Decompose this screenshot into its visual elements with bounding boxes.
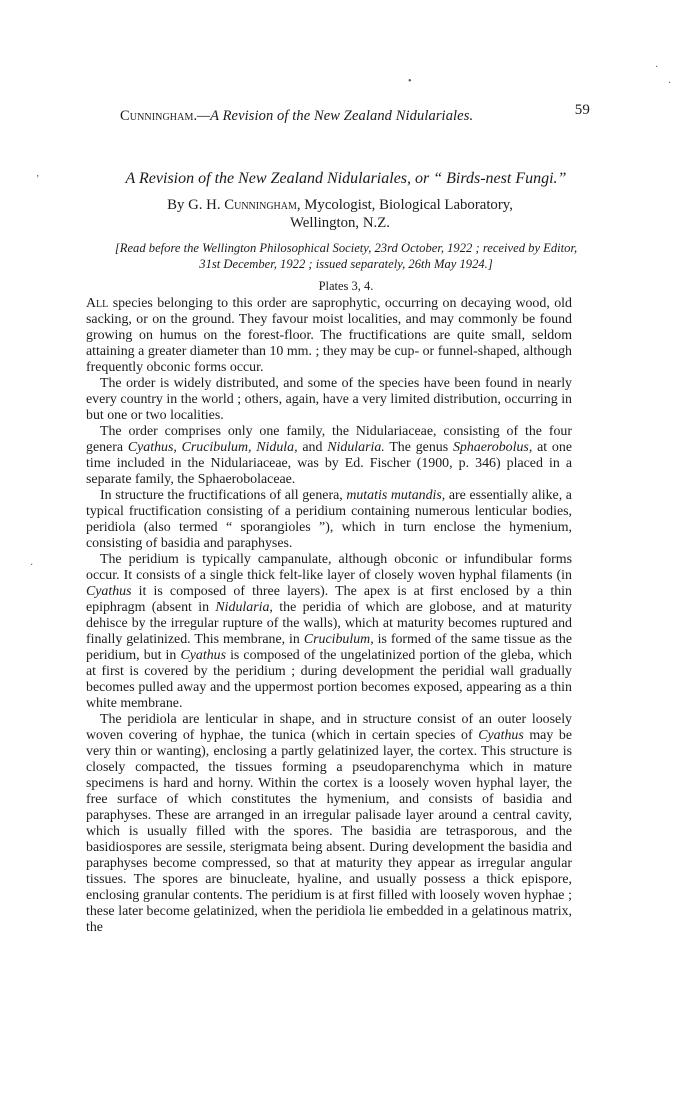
body-paragraph bbox=[86, 488, 572, 552]
margin-speck: · bbox=[30, 560, 34, 571]
text-run: is composed of the ungelatinized portion of the gleba, which at first is covered by the peridium ; during development the peridial wall gradually becomes pulled away and the uppermost portion becomes exposed, appearing as a thin white membrane. bbox=[86, 648, 572, 711]
text-run: the peridia of which are globose, and at maturity dehisce by the irregular rupture of the walls), which at maturity becomes ruptured and finally gelatinized. This membrane, in bbox=[86, 600, 572, 647]
running-head-author: Cunningham. bbox=[120, 108, 198, 124]
italic-term: Nidularia. bbox=[327, 440, 385, 455]
byline-line-1 bbox=[110, 196, 570, 214]
author-location: Wellington, N.Z. bbox=[290, 215, 390, 231]
body-paragraph bbox=[86, 424, 572, 488]
lead-small-caps: All bbox=[86, 296, 109, 311]
author-affiliation: , Mycologist, Biological Laboratory, bbox=[296, 197, 513, 213]
body-paragraph bbox=[86, 552, 572, 712]
page-number: 59 bbox=[574, 102, 590, 118]
italic-term: Nidularia, bbox=[215, 600, 273, 615]
text-run: The order comprises only one family, the Nidulariaceae, consisting of the four genera bbox=[86, 424, 572, 455]
text-run: and bbox=[297, 440, 328, 455]
italic-term: Cyathus bbox=[86, 584, 132, 599]
text-run: may be very thin or wanting), enclosing a partly gelatinized layer, the cortex. This structure is closely compacted, the tissues forming a pseudoparenchyma which in mature specimens is hard and horny. Within the cortex is a loosely woven hyphal layer, the free surface of which constitutes the hymenium, and consists of basidia and paraphyses. These are arranged in an irregular palisade layer around a central cavity, which is usually filled with the spores. The basidia are tetrasporous, and the basidiospores are sessile, sterigmata being absent. During development the basidia and paraphyses become compressed, so that at maturity they appear as irregular angular tissues. The spores are binucleate, hyaline, and usually possess a thick epispore, enclosing granular contents. The peridium is at first filled with loosely woven hyphae ; these later become gelatinized, when the peridiola lie embedded in a gelatinous matrix, the bbox=[86, 728, 572, 935]
margin-speck: · bbox=[668, 78, 672, 89]
text-run: The genus bbox=[384, 440, 453, 455]
body-paragraph bbox=[86, 712, 572, 936]
byline bbox=[110, 196, 570, 232]
text-run: it is composed of three layers). The apex is at first enclosed by a thin epiphragm (absent in bbox=[86, 584, 572, 615]
text-run: The peridiola are lenticular in shape, and in structure consist of an outer loosely woven covering of hyphae, the tunica (which in certain species of bbox=[86, 712, 572, 743]
text-run: The order is widely distributed, and some of the species have been found in nearly every country in the world ; others, again, have a very limited distribution, occurring in but one or two localities. bbox=[86, 376, 572, 423]
read-note-line-2: 31st December, 1922 ; issued separately, 26th May 1924.] bbox=[199, 257, 493, 271]
running-head-title: —A Revision of the New Zealand Nidulariales. bbox=[197, 108, 474, 124]
body-paragraph bbox=[86, 296, 572, 376]
text-run: The peridium is typically campanulate, although obconic or infundibular forms occur. It consists of a single thick felt-like layer of closely woven hyphal filaments (in bbox=[86, 552, 572, 583]
article-title: A Revision of the New Zealand Nidulariales, or “ Birds-nest Fungi.” bbox=[125, 170, 567, 187]
read-note bbox=[86, 240, 606, 272]
running-head bbox=[120, 102, 590, 125]
print-speck: • bbox=[408, 76, 412, 87]
italic-term: Cyathus, Crucibulum, Nidula, bbox=[127, 440, 298, 455]
plates-reference: Plates 3, 4. bbox=[318, 279, 374, 293]
text-run: at one time included in the Nidulariaceae, was by Ed. Fischer (1900, p. 346) placed in a separate family, the Sphaerobolaceae. bbox=[86, 440, 572, 487]
text-run: is formed of the same tissue as the peridium, but in bbox=[86, 632, 573, 663]
margin-speck: · bbox=[655, 62, 659, 73]
text-run: are essentially alike, a typical fructification consisting of a peridium containing numerous lenticular bodies, peridiola (also termed “ sporangioles ”), which in turn enclose the hymenium, consisting of basidia and paraphyses. bbox=[86, 488, 572, 551]
italic-term: Cyathus bbox=[478, 728, 524, 743]
read-note-line-1: [Read before the Wellington Philosophical Society, 23rd October, 1922 ; received by Editor, bbox=[114, 241, 578, 255]
author-name: G. H. Cunningham bbox=[188, 197, 297, 213]
italic-term: Crucibulum, bbox=[303, 632, 374, 647]
text-run: species belonging to this order are saprophytic, occurring on decaying wood, old sacking, or on the ground. They favour moist localities, and may commonly be found growing on humus on the forest-floor. The fructifications are quite small, seldom attaining a greater diameter than 10 mm. ; they may be cup- or funnel-shaped, although frequently obconic forms occur. bbox=[86, 296, 572, 375]
margin-speck: ‚ bbox=[36, 168, 40, 179]
byline-by: By bbox=[167, 197, 189, 213]
text-run: In structure the fructifications of all genera, bbox=[100, 488, 347, 503]
italic-term: mutatis mutandis, bbox=[346, 488, 446, 503]
italic-term: Cyathus bbox=[180, 648, 226, 663]
italic-term: Sphaerobolus, bbox=[452, 440, 533, 455]
body-paragraph bbox=[86, 376, 572, 424]
article-body bbox=[86, 296, 572, 936]
